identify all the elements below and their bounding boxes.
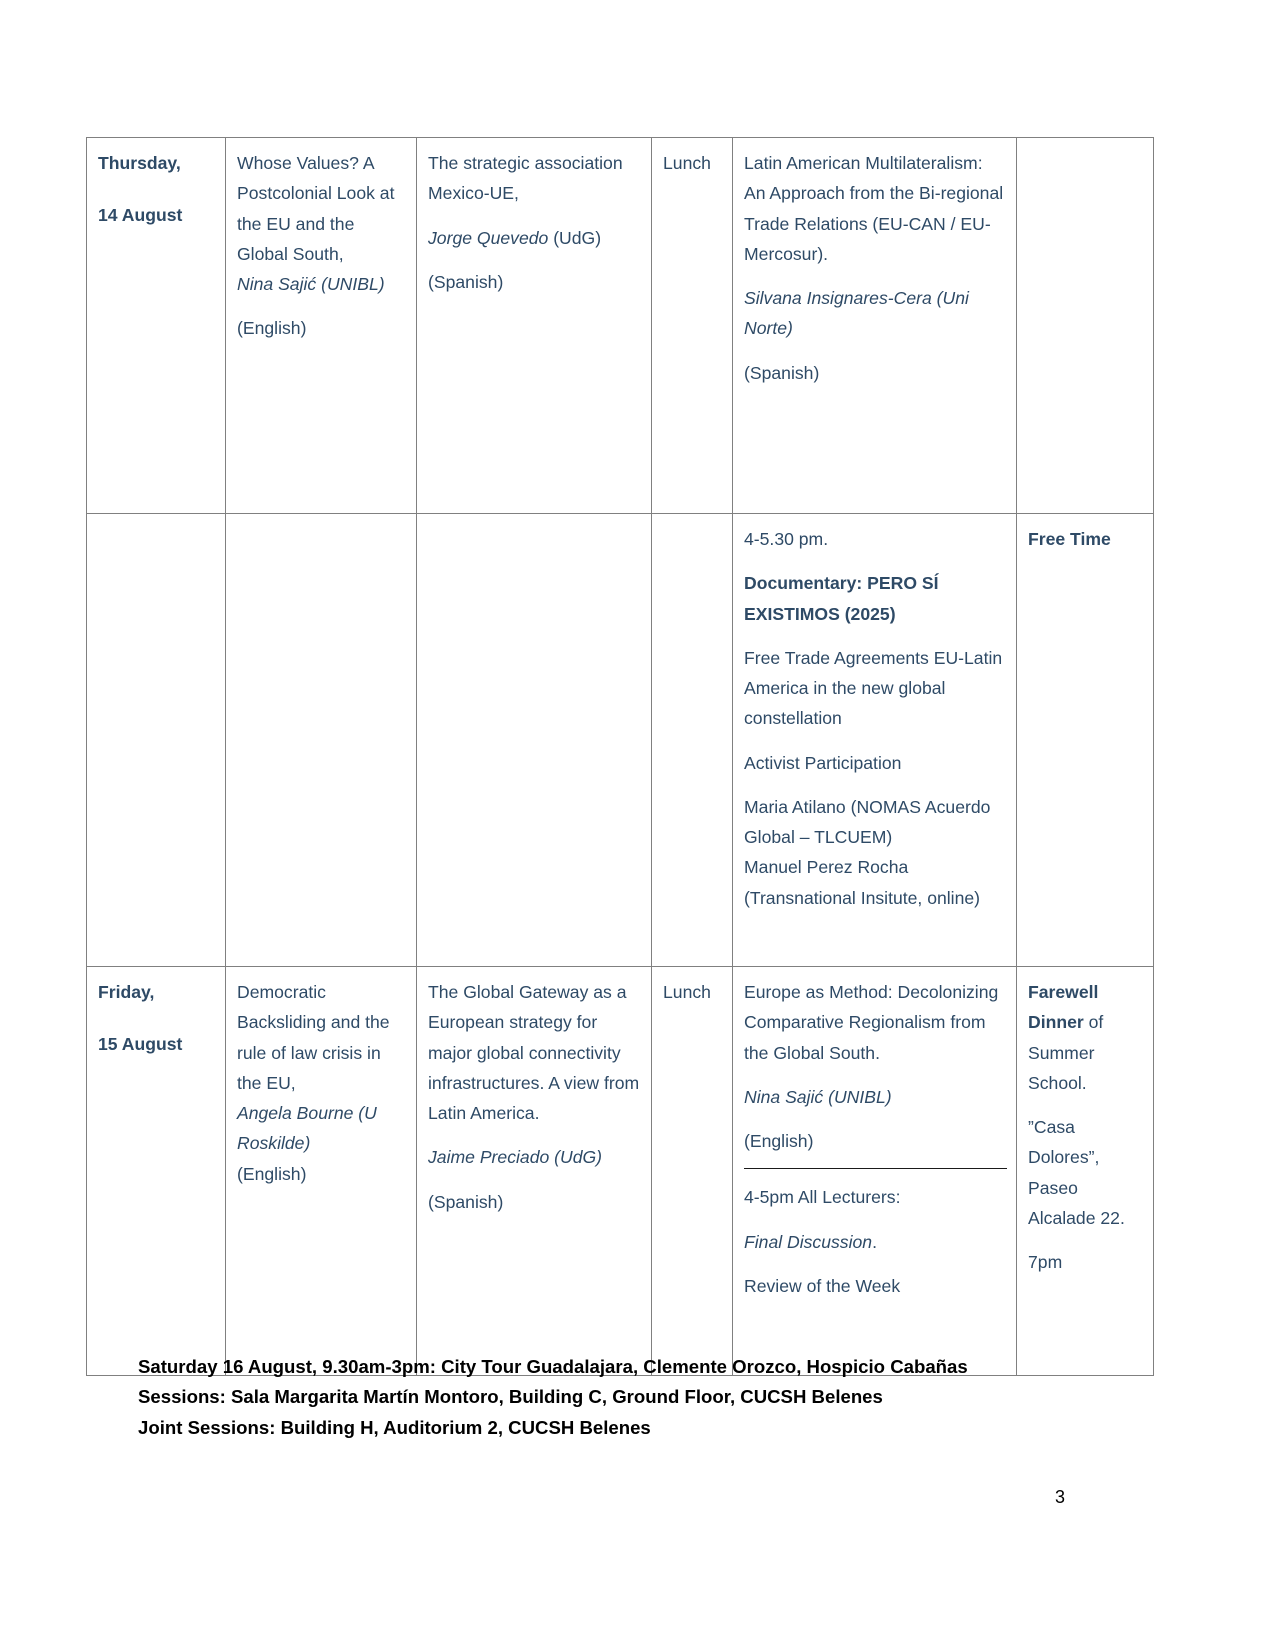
cell-farewell-dinner xyxy=(1017,967,1154,1376)
session-speaker: Nina Sajić (UNIBL) xyxy=(237,274,385,294)
cell-day-thursday xyxy=(87,138,226,514)
session-language: (Spanish) xyxy=(428,1191,504,1212)
session-speaker: Angela Bourne (U Roskilde) xyxy=(237,1103,377,1154)
day-line-2: 15 August xyxy=(98,1034,183,1055)
cell-session-morning-friday xyxy=(226,967,417,1376)
free-time-label: Free Time xyxy=(1028,529,1111,549)
session-speaker: Nina Sajić (UNIBL) xyxy=(744,1086,892,1107)
table-row-thursday xyxy=(87,138,1154,514)
lunch-label: Lunch xyxy=(663,982,711,1002)
cell-free-time xyxy=(1017,514,1154,967)
cell-session-afternoon-friday xyxy=(733,967,1017,1376)
footer-line-joint-sessions: Joint Sessions: Building H, Auditorium 2, CUCSH Belenes xyxy=(138,1416,651,1438)
cell-lunch-empty xyxy=(652,514,733,967)
footer-notes xyxy=(138,1352,1138,1443)
cell-session-second-empty xyxy=(417,514,652,967)
documentary-participation-label: Activist Participation xyxy=(744,752,902,773)
table-row-friday xyxy=(87,967,1154,1376)
documentary-participant-2: Manuel Perez Rocha (Transnational Insitute, online) xyxy=(744,857,981,908)
final-discussion: Final Discussion xyxy=(744,1231,873,1252)
cell-divider xyxy=(744,1168,1007,1169)
documentary-title: Documentary: PERO SÍ EXISTIMOS (2025) xyxy=(744,573,939,624)
session-speaker: Silvana Insignares-Cera (Uni Norte) xyxy=(744,288,969,339)
session-speaker-wrap xyxy=(428,223,642,253)
session-language: (English) xyxy=(237,1163,307,1184)
session-language: (Spanish) xyxy=(744,362,820,383)
session-speaker: Jaime Preciado (UdG) xyxy=(428,1147,603,1168)
cell-documentary xyxy=(733,514,1017,967)
day-line-1: Thursday, xyxy=(98,153,181,173)
session-title: Democratic Backsliding and the rule of law crisis in the EU, xyxy=(237,982,390,1093)
session-title: Whose Values? A Postcolonial Look at the EU and the Global South, xyxy=(237,153,395,264)
cell-session-afternoon-thursday xyxy=(733,138,1017,514)
farewell-venue: ”Casa Dolores”, Paseo Alcalade 22. xyxy=(1028,1117,1125,1228)
session-title: Europe as Method: Decolonizing Comparative Regionalism from the Global South. xyxy=(744,982,999,1063)
session-language: (English) xyxy=(744,1131,814,1151)
session-language: (English) xyxy=(237,318,307,339)
final-discussion-period: . xyxy=(872,1231,877,1252)
farewell-time: 7pm xyxy=(1028,1252,1063,1272)
day-line-1: Friday, xyxy=(98,982,155,1002)
footer-line-saturday: Saturday 16 August, 9.30am-3pm: City Tour Guadalajara, Clemente Orozco, Hospicio Cabañas xyxy=(138,1356,968,1377)
session-speaker: Jorge Quevedo xyxy=(428,227,549,248)
cell-day-empty xyxy=(87,514,226,967)
table-row-documentary xyxy=(87,514,1154,967)
documentary-time: 4-5.30 pm. xyxy=(744,529,829,549)
cell-day-friday xyxy=(87,967,226,1376)
farewell-title: Farewell Dinner xyxy=(1028,982,1099,1033)
schedule-table xyxy=(86,137,1154,1376)
session-speaker-affiliation: (UdG) xyxy=(548,227,602,248)
session-title: Latin American Multilateralism: An Approach from the Bi-regional Trade Relations (EU-CAN / EU-Mercosur). xyxy=(744,153,1004,264)
session-title: The Global Gateway as a European strategy for major global connectivity infrastructures. A view from Latin America. xyxy=(428,982,640,1123)
documentary-participant-1: Maria Atilano (NOMAS Acuerdo Global – TLCUEM) xyxy=(744,796,991,847)
cell-lunch-thursday xyxy=(652,138,733,514)
footer-line-sessions: Sessions: Sala Margarita Martín Montoro, Building C, Ground Floor, CUCSH Belenes xyxy=(138,1386,883,1408)
final-time-label: 4-5pm All Lecturers: xyxy=(744,1187,901,1208)
final-discussion-wrap xyxy=(744,1227,1007,1257)
documentary-subtitle: Free Trade Agreements EU-Latin America in the new global constellation xyxy=(744,647,1003,729)
cell-extra-thursday xyxy=(1017,138,1154,514)
farewell-rest: of Summer School. xyxy=(1028,1012,1104,1093)
session-title: The strategic association Mexico-UE, xyxy=(428,153,623,204)
cell-session-morning-thursday xyxy=(226,138,417,514)
page-number: 3 xyxy=(1055,1487,1066,1507)
farewell-wrap xyxy=(1028,977,1144,1098)
day-line-2: 14 August xyxy=(98,205,183,226)
final-review: Review of the Week xyxy=(744,1275,901,1296)
cell-session-morning-empty xyxy=(226,514,417,967)
cell-lunch-friday xyxy=(652,967,733,1376)
cell-session-second-friday xyxy=(417,967,652,1376)
session-language: (Spanish) xyxy=(428,271,504,292)
lunch-label: Lunch xyxy=(663,153,711,173)
cell-session-second-thursday xyxy=(417,138,652,514)
